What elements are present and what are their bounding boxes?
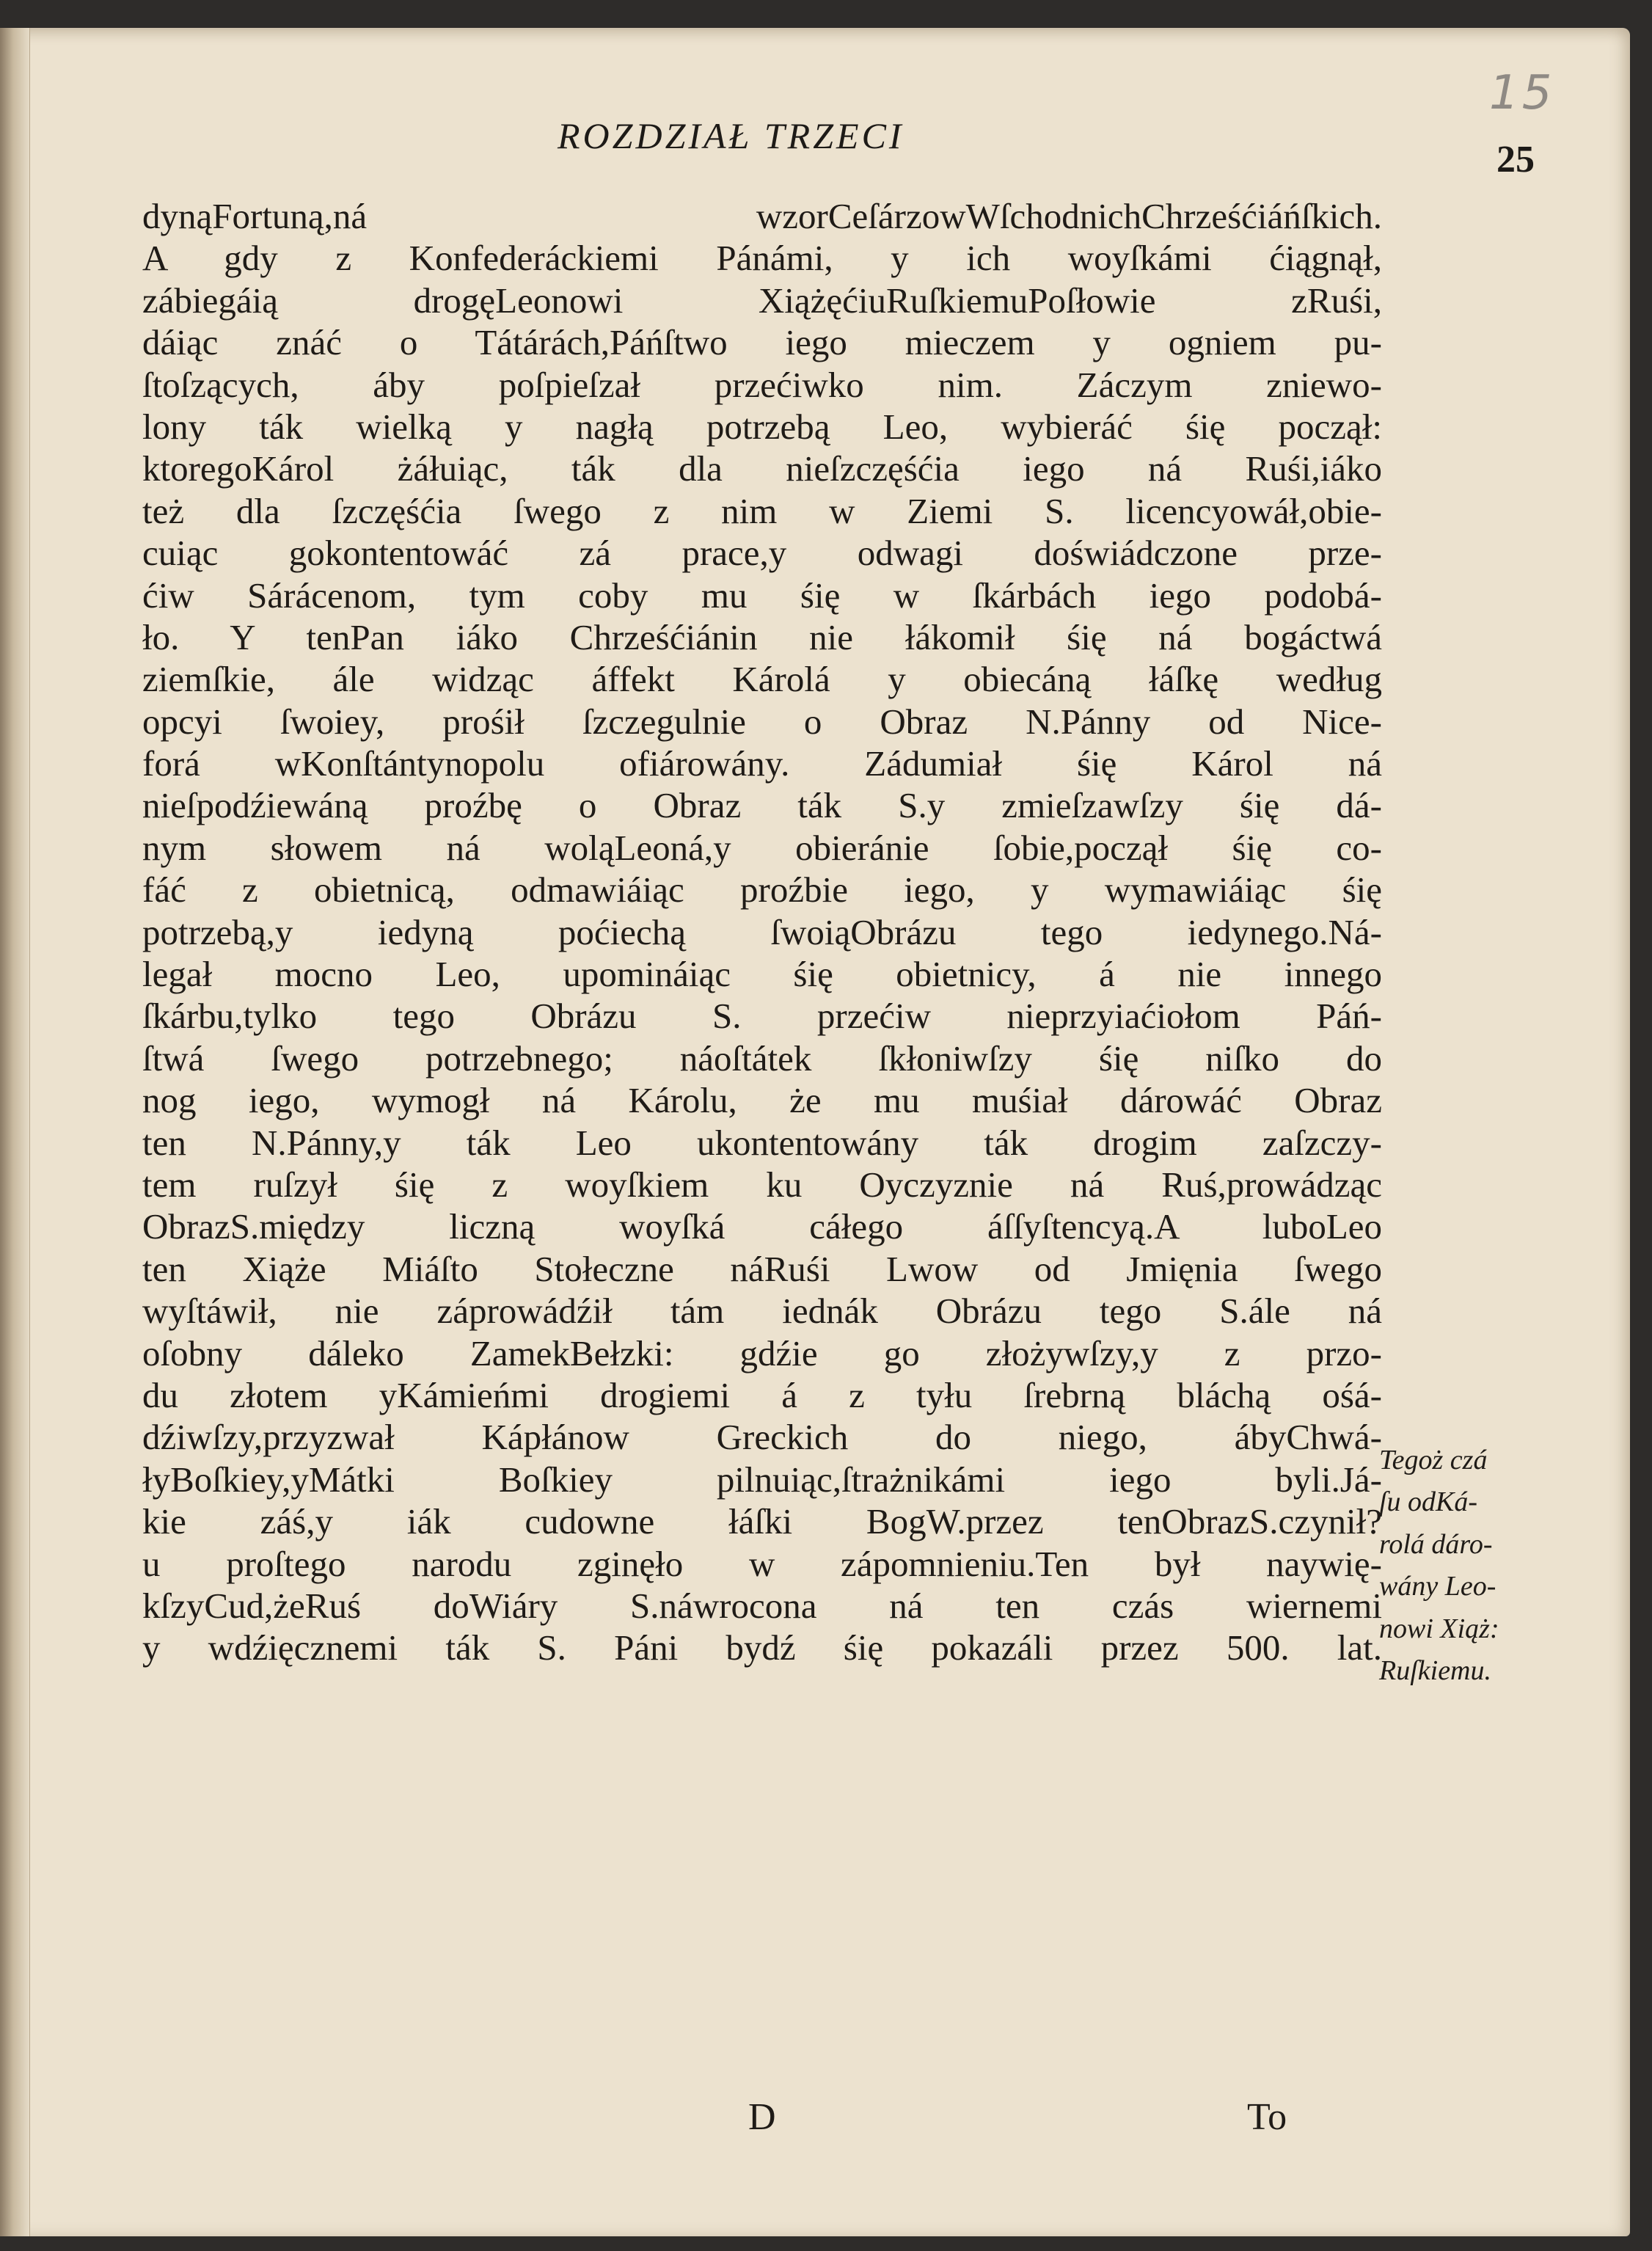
text-line: ſtwá ſwego potrzebnego; náoſtátek ſkłoniwſzy śię niſko do — [142, 1037, 1382, 1079]
text-line: oſobny dáleko ZamekBełzki: gdźie go złożywſzy,y z przo- — [142, 1332, 1382, 1373]
handwritten-folio-number: 15 — [1489, 66, 1555, 120]
text-line: ćiw Sárácenom, tym coby mu śię w ſkárbách iego podobá- — [142, 574, 1382, 616]
text-line: ten Xiąże Miáſto Stołeczne náRuśi Lwow od Jmięnia ſwego — [142, 1248, 1382, 1289]
text-line: wyſtáwił, nie záprowádźił tám iednák Obrázu tego S.ále ná — [142, 1291, 1382, 1332]
text-line: nym słowem ná woląLeoná,y obieránie ſobie,począł śię co- — [142, 827, 1382, 868]
page-number: 25 — [1496, 139, 1535, 180]
text-line: ten N.Pánny,y ták Leo ukontentowány ták drogim zaſzczy- — [142, 1122, 1382, 1163]
margin-note-line: Ruſkiemu. — [1379, 1654, 1492, 1686]
text-line: ziemſkie, ále widząc áffekt Károlá y obiecáną łáſkę według — [142, 659, 1382, 700]
book-gutter — [0, 28, 30, 2236]
text-line: zábiegáią drogęLeonowi XiążęćiuRuſkiemuPoſłowie zRuśi, — [142, 280, 1382, 321]
text-line: nog iego, wymogł ná Károlu, że mu muśiał dárowáć Obraz — [142, 1080, 1382, 1121]
book-page — [0, 28, 1630, 2236]
margin-note-line: nowi Xiąż: — [1379, 1613, 1499, 1644]
margin-note — [1379, 1440, 1570, 1692]
text-line: forá wKonſtántynopolu ofiárowány. Zádumiał śię Károl ná — [142, 743, 1382, 784]
running-head: ROZDZIAŁ TRZECI — [558, 115, 904, 156]
text-line: kſzyCud,żeRuś doWiáry S.náwrocona ná ten czás wiernemi — [142, 1585, 1382, 1626]
text-line: ſtoſzących, áby poſpieſzał przećiwko nim. Záczym zniewo- — [142, 364, 1382, 405]
text-line: ObrazS.między liczną woyſká cáłego áſſyſtencyą.A luboLeo — [142, 1206, 1382, 1247]
margin-note-line: wány Leo- — [1379, 1571, 1496, 1602]
text-line: A gdy z Konfederáckiemi Pánámi, y ich woyſkámi ćiągnął, — [142, 238, 1382, 279]
text-line: potrzebą,y iedyną poćiechą ſwoiąObrázu tego iedynego.Ná- — [142, 911, 1382, 952]
margin-note-line: Tegoż czá — [1379, 1445, 1488, 1475]
text-line: dáiąc znáć o Tátárách,Páńſtwo iego mieczem y ogniem pu- — [142, 322, 1382, 363]
text-line: legał mocno Leo, upomináiąc śię obietnicy, á nie innego — [142, 954, 1382, 995]
body-text — [142, 195, 1382, 1669]
text-line: nieſpodźiewáną proźbę o Obraz ták S.y zmieſzawſzy śię dá- — [142, 785, 1382, 826]
text-line: ktoregoKárol żáłuiąc, ták dla nieſzczęśćia iego ná Ruśi,iáko — [142, 448, 1382, 489]
text-line: lony ták wielką y nagłą potrzebą Leo, wybieráć śię począł: — [142, 406, 1382, 447]
text-line: ſkárbu,tylko tego Obrázu S. przećiw nieprzyiaćiołom Páń- — [142, 996, 1382, 1037]
text-line: kie záś,y iák cudowne łáſki BogW.przez tenObrazS.czynił? — [142, 1501, 1382, 1542]
signature-mark: D — [748, 2096, 776, 2138]
catchword: To — [1247, 2096, 1287, 2138]
margin-note-line: ſu odKá- — [1379, 1486, 1478, 1518]
text-line: opcyi ſwoiey, prośił ſzczegulnie o Obraz N.Pánny od Nice- — [142, 701, 1382, 742]
text-line: dynąFortuną,ná wzorCeſárzowWſchodnichChrześćiáńſkich. — [142, 196, 1382, 236]
text-line: dźiwſzy,przyzwał Kápłánow Greckich do niego, ábyChwá- — [142, 1417, 1382, 1458]
text-line: łyBoſkiey,yMátki Boſkiey pilnuiąc,ſtrażnikámi iego byli.Já- — [142, 1459, 1382, 1500]
margin-note-line: rolá dáro- — [1379, 1528, 1493, 1560]
text-line: y wdźięcznemi ták S. Páni bydź śię pokazáli przez 500. lat. — [142, 1627, 1382, 1668]
text-line: fáć z obietnicą, odmawiáiąc proźbie iego, y wymawiáiąc śię — [142, 869, 1382, 911]
text-line: cuiąc gokontentowáć zá prace,y odwagi doświádczone prze- — [142, 533, 1382, 574]
text-line: też dla ſzczęśćia ſwego z nim w Ziemi S. licencyowáł,obie- — [142, 490, 1382, 531]
text-line: tem ruſzył śię z woyſkiem ku Oyczyznie ná Ruś,prowádząc — [142, 1164, 1382, 1205]
text-line: u proſtego narodu zginęło w zápomnieniu.Ten był naywię- — [142, 1543, 1382, 1584]
text-line: du złotem yKámieńmi drogiemi á z tyłu ſrebrną bláchą ośá- — [142, 1374, 1382, 1415]
text-line: ło. Y tenPan iáko Chrześćiánin nie łákomił śię ná bogáctwá — [142, 616, 1382, 657]
